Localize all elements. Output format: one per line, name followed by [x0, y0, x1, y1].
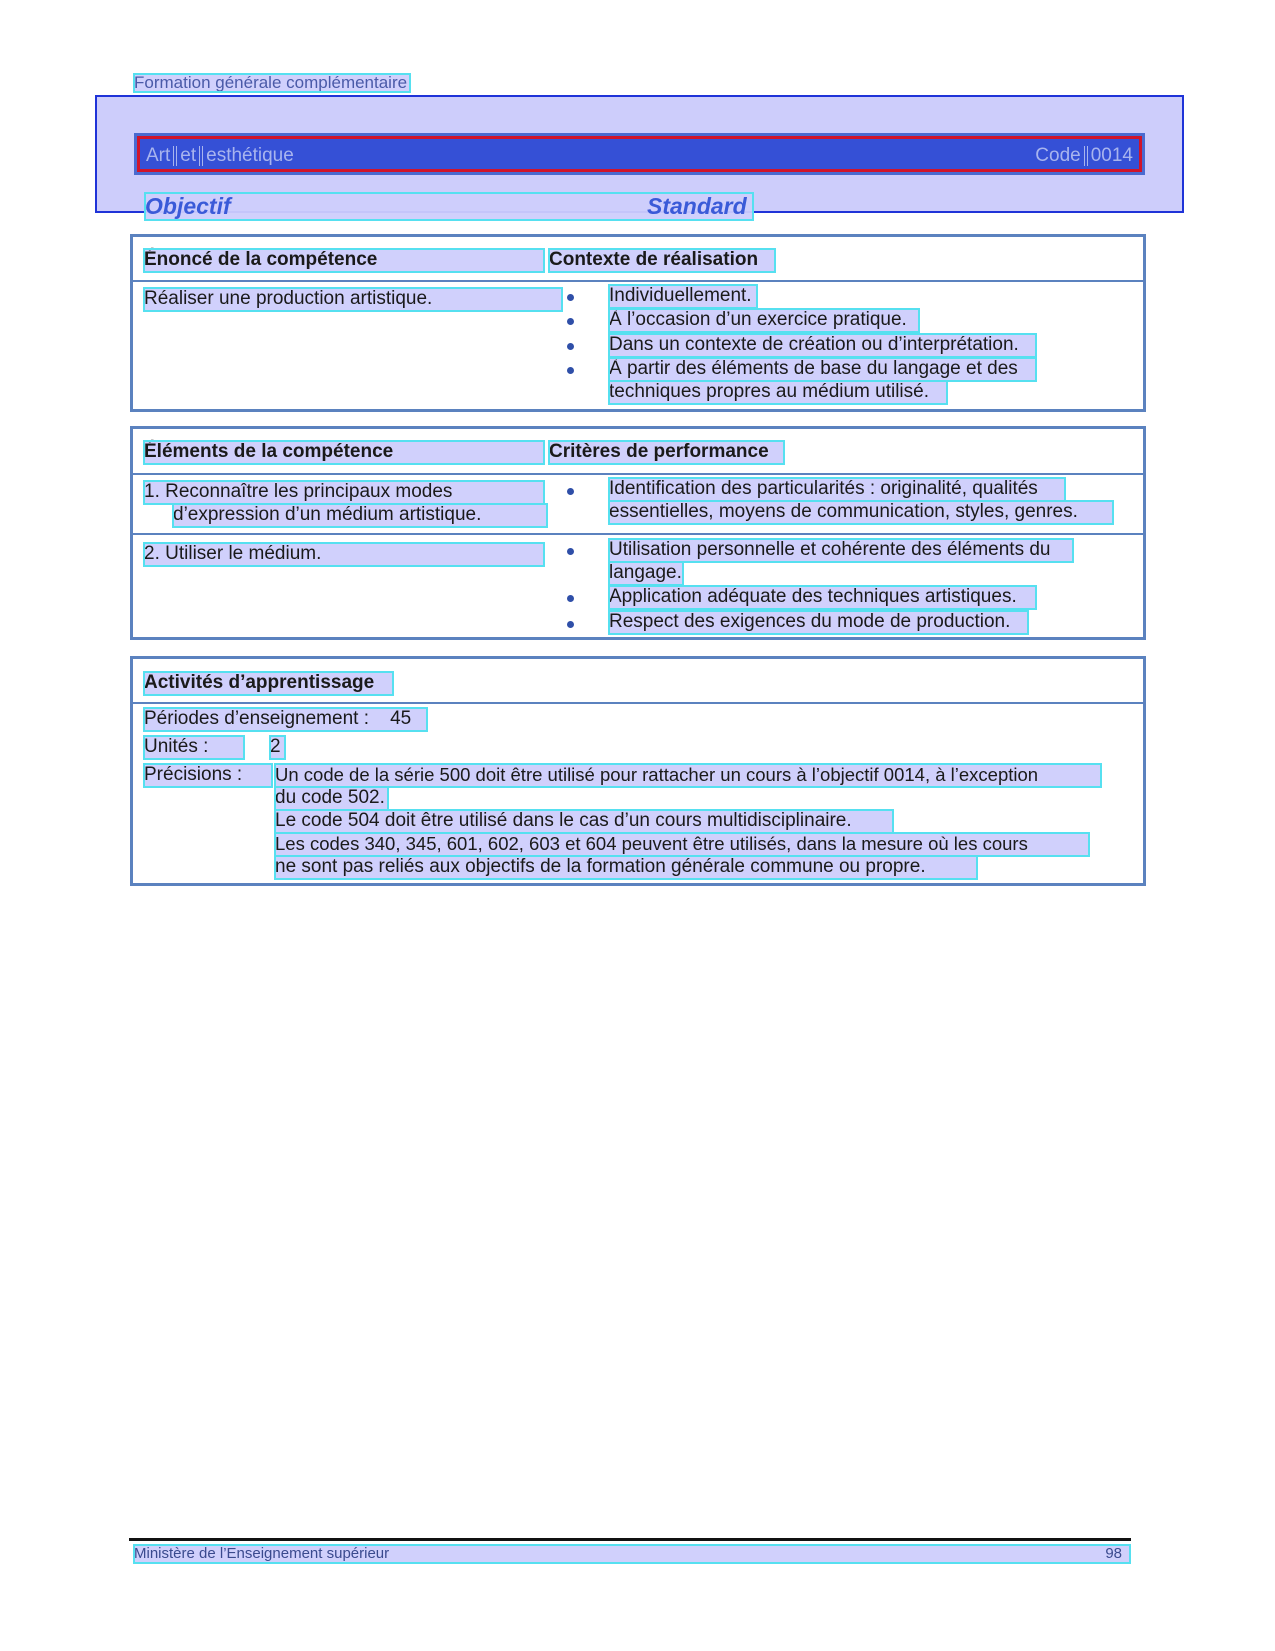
activites-header: Activités d’apprentissage	[144, 672, 393, 695]
footer	[134, 1545, 1130, 1563]
contexte-header: Contexte de réalisation	[549, 249, 775, 272]
bullet-icon	[567, 621, 574, 628]
elements-header: Éléments de la compétence	[144, 441, 544, 464]
objectif-label: Objectif	[145, 193, 231, 219]
precision-line: Les codes 340, 345, 601, 602, 603 et 604 peuvent être utilisés, dans la mesure où les cours	[275, 833, 1089, 856]
header-divider	[133, 702, 1143, 704]
contexte-item: techniques propres au médium utilisé.	[609, 381, 947, 404]
activites-table	[130, 656, 1146, 886]
criteres-header: Critères de performance	[549, 441, 784, 464]
objectif-standard-heading	[145, 193, 753, 220]
course-name	[146, 145, 294, 167]
header-divider	[133, 280, 1143, 282]
bullet-icon	[567, 318, 574, 325]
enonce-header: Énoncé de la compétence	[144, 249, 544, 272]
bullet-icon	[567, 548, 574, 555]
header-divider	[133, 473, 1143, 475]
word-separator	[199, 146, 203, 166]
code-label: Code	[1035, 145, 1081, 166]
bullet-icon	[567, 367, 574, 374]
elements-table	[130, 426, 1146, 640]
course-code	[1035, 145, 1133, 167]
precisions-label: Précisions :	[144, 764, 272, 787]
precision-line: du code 502.	[275, 787, 388, 810]
page-number: 98	[1105, 1545, 1122, 1562]
precision-line: ne sont pas reliés aux objectifs de la formation générale commune ou propre.	[275, 856, 977, 879]
critere-item: langage.	[609, 562, 682, 583]
precision-line: Le code 504 doit être utilisé dans le cas d’un cours multidisciplinaire.	[275, 810, 893, 833]
course-name-word: Art	[146, 145, 171, 166]
standard-label: Standard	[647, 193, 747, 219]
critere-item: Application adéquate des techniques artistiques.	[609, 586, 1036, 609]
bullet-icon	[567, 294, 574, 301]
contexte-item: Dans un contexte de création ou d’interprétation.	[609, 334, 1036, 357]
title-bar-inner	[137, 136, 1142, 172]
periodes-text: Périodes d’enseignement : 45	[144, 708, 427, 731]
bullet-icon	[567, 343, 574, 350]
unites-label: Unités :	[144, 736, 244, 759]
element-item: 1. Reconnaître les principaux modes	[144, 481, 544, 504]
row-divider	[133, 533, 1143, 535]
critere-item: essentielles, moyens de communication, styles, genres.	[609, 501, 1113, 524]
unites-value: 2	[270, 736, 285, 759]
contexte-item: À partir des éléments de base du langage et des	[609, 358, 1036, 381]
footer-rule	[129, 1538, 1131, 1541]
code-value: 0014	[1090, 145, 1133, 166]
element-item: 2. Utiliser le médium.	[144, 543, 544, 566]
bullet-icon	[567, 488, 574, 495]
critere-item: Identification des particularités : originalité, qualités	[609, 478, 1065, 501]
critere-item: Respect des exigences du mode de production.	[609, 611, 1028, 634]
footer-ministry: Ministère de l’Enseignement supérieur	[134, 1545, 390, 1562]
element-item: d’expression d’un médium artistique.	[173, 504, 547, 527]
course-name-word: esthétique	[206, 145, 294, 166]
enonce-text: Réaliser une production artistique.	[144, 288, 562, 311]
contexte-item: À l’occasion d’un exercice pratique.	[609, 309, 919, 332]
word-separator	[1084, 146, 1088, 166]
word-separator	[173, 146, 177, 166]
course-name-word: et	[180, 145, 197, 166]
competence-table	[130, 234, 1146, 412]
contexte-item: Individuellement.	[609, 285, 757, 308]
bullet-icon	[567, 595, 574, 602]
precision-line: Un code de la série 500 doit être utilisé pour rattacher un cours à l’objectif 0014, à l’exception	[275, 764, 1101, 787]
critere-item: Utilisation personnelle et cohérente des éléments du	[609, 539, 1073, 562]
running-header: Formation générale complémentaire	[134, 74, 410, 92]
